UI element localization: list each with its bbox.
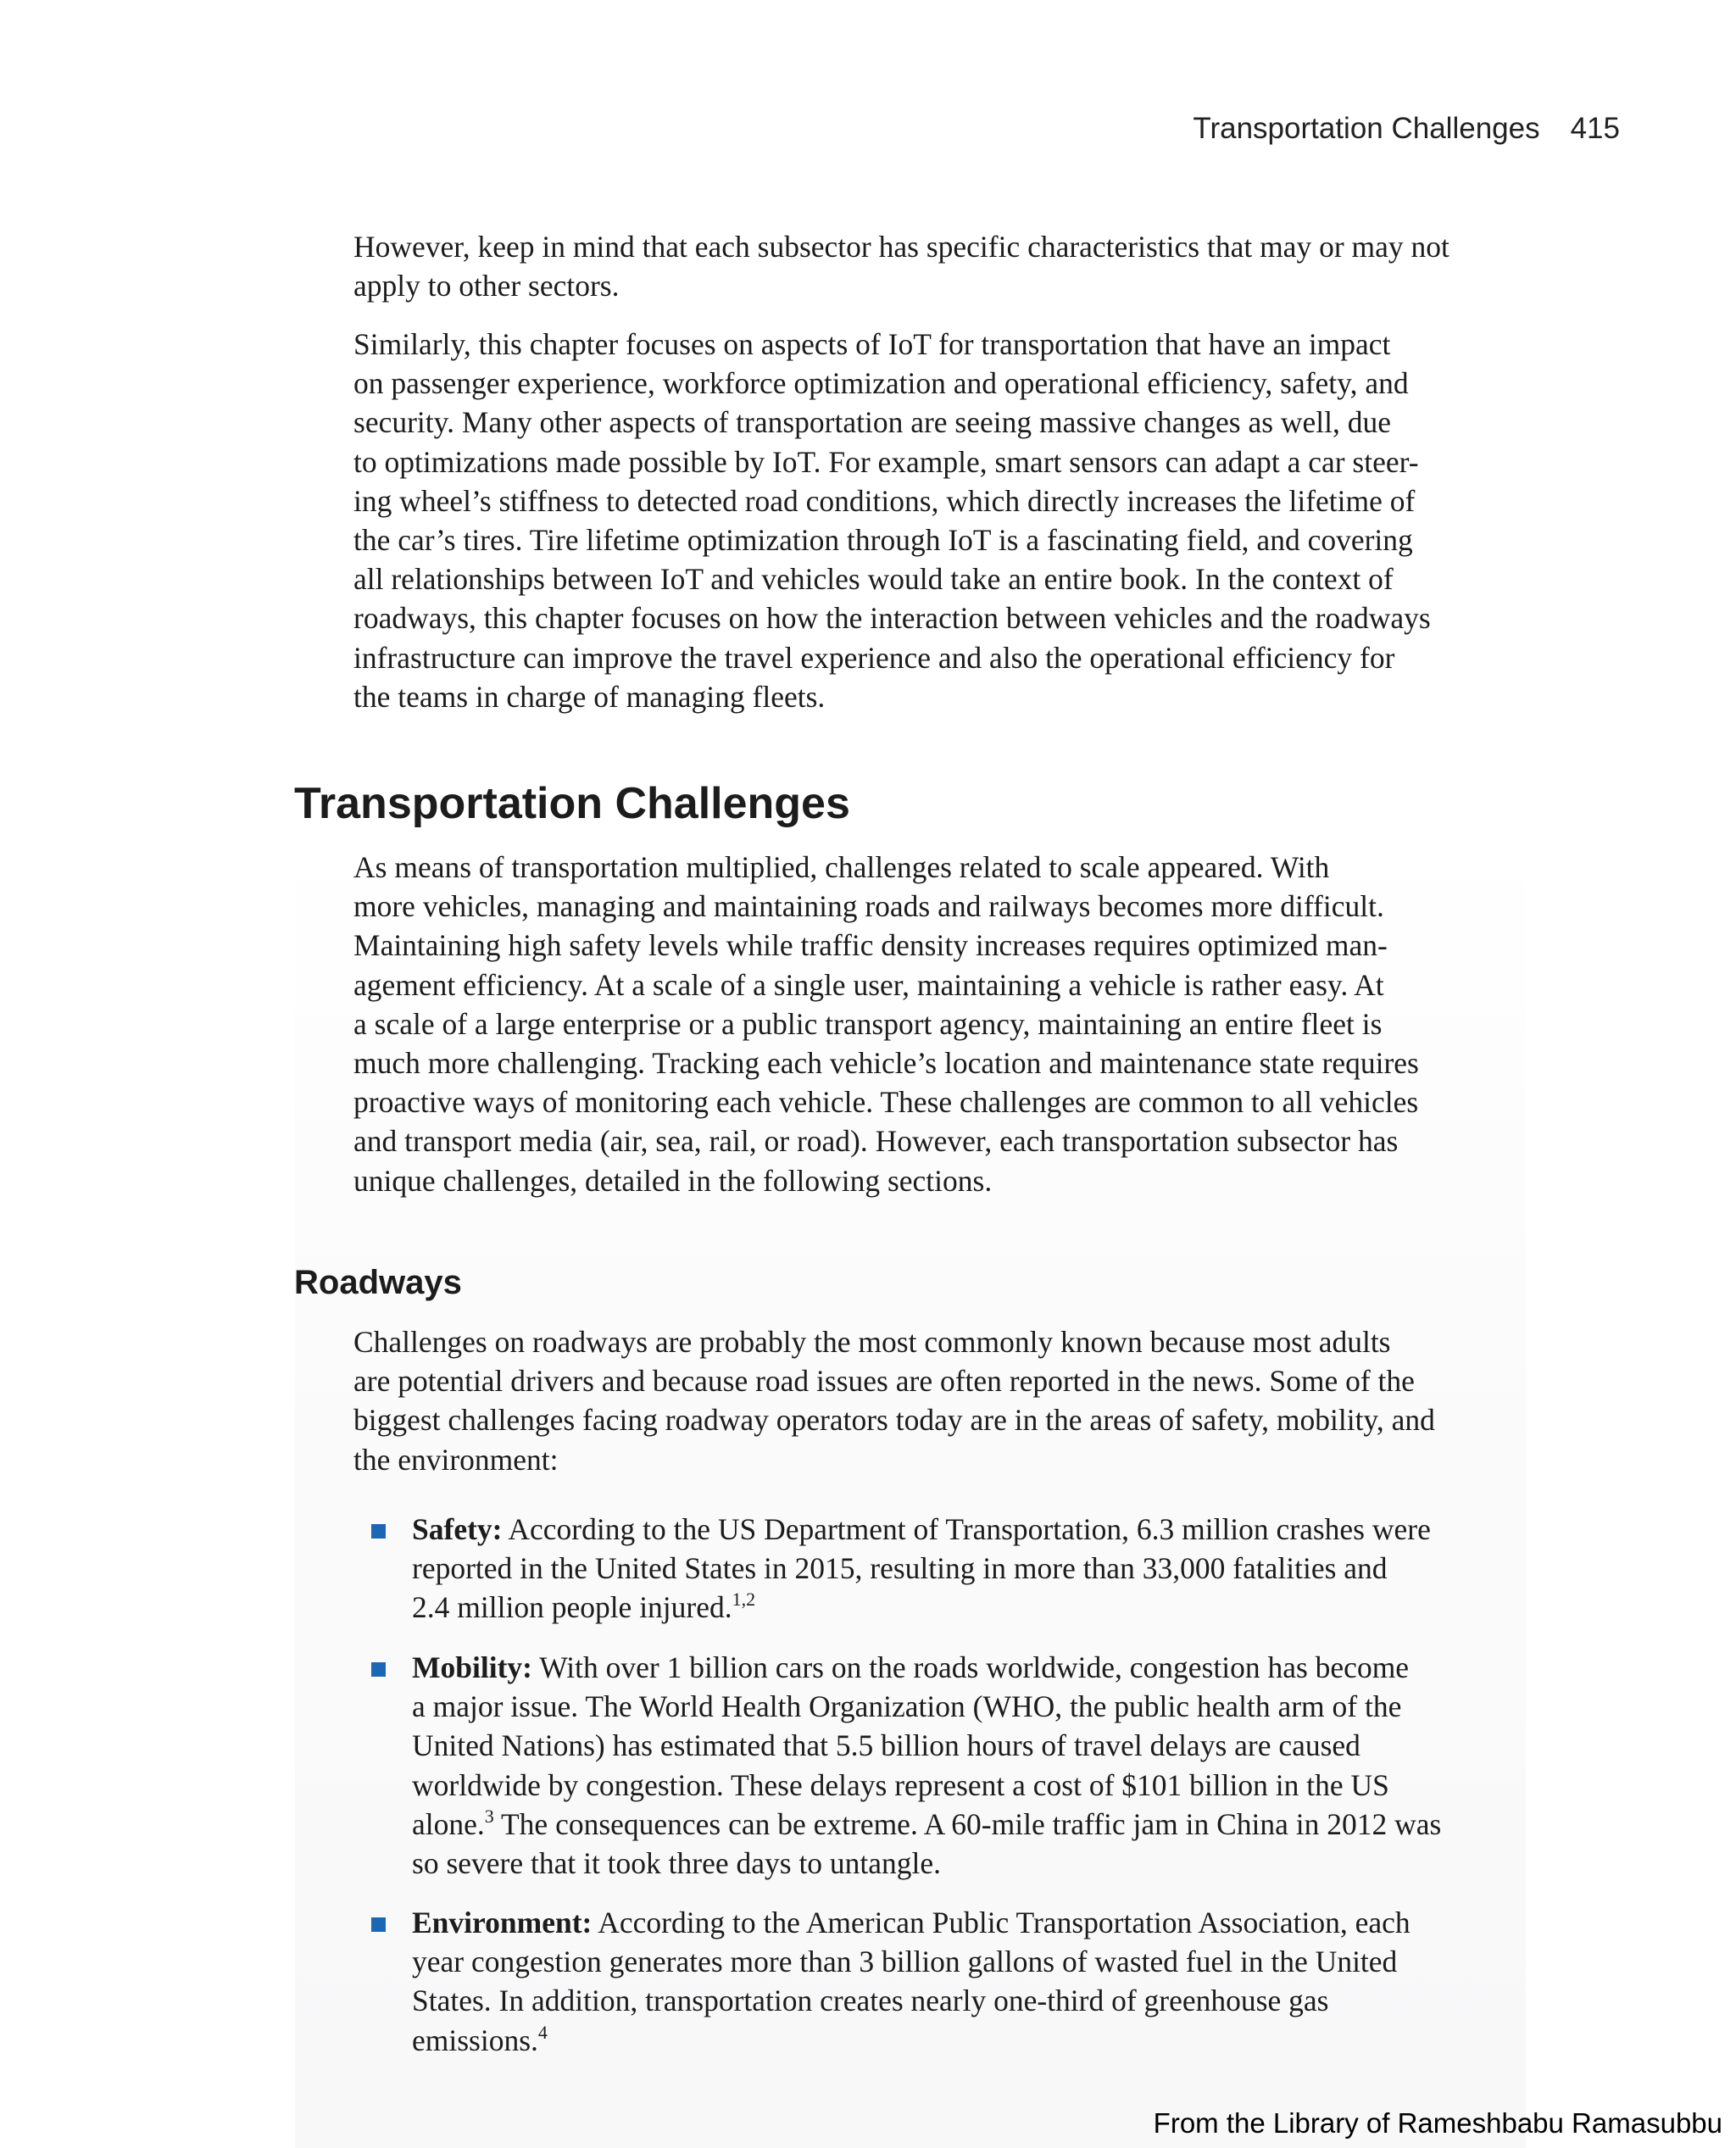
text-line: all relationships between IoT and vehicles would take an entire book. In the context of [353,562,1394,597]
text-line: the environment: [353,1442,559,1477]
text-span: With over 1 billion cars on the roads worldwide, congestion has become [531,1650,1410,1684]
footnote-ref: 1,2 [732,1589,756,1611]
intro-paragraph-1 [353,227,1506,305]
text-line: security. Many other aspects of transportation are seeing massive changes as well, due [353,405,1392,440]
text-line: roadways, this chapter focuses on how the interaction between vehicles and the roadways [353,601,1431,636]
text-line [412,1510,1522,1549]
text-line: Similarly, this chapter focuses on aspects of IoT for transportation that have an impact [353,327,1391,361]
text-line: year congestion generates more than 3 billion gallons of wasted fuel in the United [412,1945,1398,1979]
running-head [1193,112,1620,146]
text-line: biggest challenges facing roadway operators today are in the areas of safety, mobility, and [353,1403,1435,1438]
text-line [412,1903,1522,1942]
text-span: According to the US Department of Transportation, 6.3 million crashes were [502,1512,1431,1546]
text-line [412,1648,1522,1687]
bullet-label: Safety: [412,1512,503,1546]
text-line: infrastructure can improve the travel experience and also the operational efficiency for [353,640,1395,675]
text-line: are potential drivers and because road issues are often reported in the news. Some of the [353,1364,1415,1399]
subsection-heading: Roadways [294,1264,462,1301]
text-line: to optimizations made possible by IoT. For example, smart sensors can adapt a car steer- [353,444,1419,479]
text-line [412,2021,1522,2060]
text-line: so severe that it took three days to untangle. [412,1846,942,1881]
section-heading: Transportation Challenges [294,779,850,828]
text-line: Challenges on roadways are probably the most commonly known because most adults [353,1325,1391,1359]
text-line: unique challenges, detailed in the following sections. [353,1163,993,1198]
text-line: worldwide by congestion. These delays represent a cost of $101 billion in the US [412,1767,1389,1802]
text-span: alone. [412,1806,485,1841]
text-line: a major issue. The World Health Organization (WHO, the public health arm of the [412,1689,1402,1724]
library-watermark: From the Library of Rameshbabu Ramasubbu [1153,2107,1722,2139]
bullet-square-icon [371,1917,386,1932]
subsection-paragraph [353,1322,1506,1479]
text-line: Maintaining high safety levels while traffic density increases requires optimized man- [353,928,1388,963]
text-line: agement efficiency. At a scale of a single user, maintaining a vehicle is rather easy. At [353,967,1384,1002]
text-line: ing wheel’s stiffness to detected road conditions, which directly increases the lifetime of [353,483,1416,518]
text-line: the teams in charge of managing fleets. [353,679,826,714]
text-line: much more challenging. Tracking each vehicle’s location and maintenance state requires [353,1046,1419,1081]
text-line: States. In addition, transportation creates nearly one-third of greenhouse gas [412,1984,1329,2018]
text-span: The consequences can be extreme. A 60-mile traffic jam in China in 2012 was [493,1806,1442,1841]
text-line: apply to other sectors. [353,269,620,303]
bullet-text [412,1510,1522,1628]
bullet-text [412,1648,1522,1883]
footnote-ref: 4 [537,2021,548,2043]
text-line: a scale of a large enterprise or a public transport agency, maintaining an entire fleet is [353,1006,1383,1041]
text-line: United Nations) has estimated that 5.5 billion hours of travel delays are caused [412,1728,1360,1763]
text-line: the car’s tires. Tire lifetime optimization through IoT is a fascinating field, and covering [353,523,1413,558]
intro-paragraph-2 [353,325,1506,716]
text-line: on passenger experience, workforce optimization and operational efficiency, safety, and [353,366,1409,401]
bullet-text [412,1903,1522,2060]
text-line [412,1805,1522,1844]
text-span: According to the American Public Transportation Association, each [592,1906,1410,1939]
running-head-title: Transportation Challenges [1193,112,1540,145]
text-line: proactive ways of monitoring each vehicle. These challenges are common to all vehicles [353,1085,1419,1120]
text-span: emissions. [412,2023,538,2057]
text-line: As means of transportation multiplied, challenges related to scale appeared. With [353,850,1330,884]
text-line: However, keep in mind that each subsector has specific characteristics that may or may not [353,230,1449,264]
text-span: 2.4 million people injured. [412,1590,732,1625]
bullet-square-icon [371,1524,386,1539]
page-number: 415 [1570,112,1620,145]
text-line: more vehicles, managing and maintaining roads and railways becomes more difficult. [353,889,1384,924]
bullet-label: Environment: [412,1906,593,1939]
bullet-label: Mobility: [412,1650,532,1684]
footnote-ref: 3 [484,1805,494,1827]
text-line [412,1588,1522,1627]
text-line: reported in the United States in 2015, resulting in more than 33,000 fatalities and [412,1551,1388,1586]
section-paragraph [353,848,1506,1200]
text-line: and transport media (air, sea, rail, or road). However, each transportation subsector has [353,1124,1399,1159]
bullet-square-icon [371,1662,386,1677]
